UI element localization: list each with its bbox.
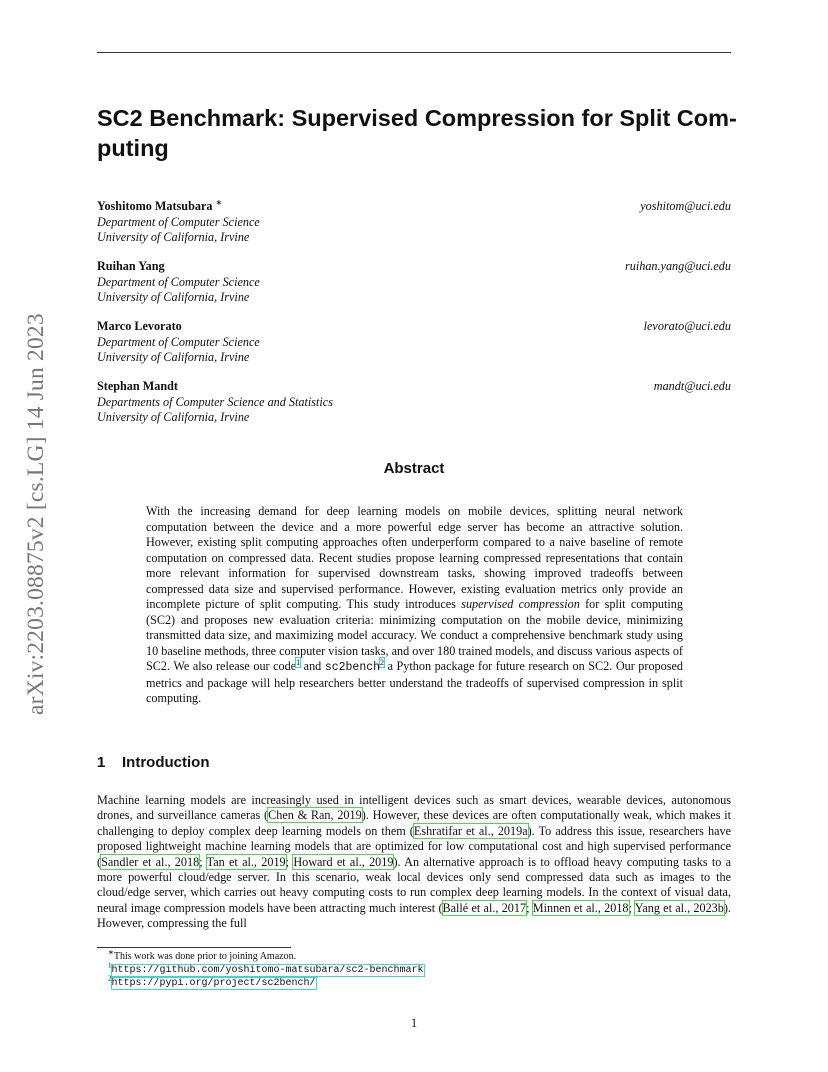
author-email[interactable]: yoshitom@uci.edu xyxy=(640,199,731,213)
abstract-text: for split computing (SC2) and proposes new evaluation criteria: minimizing computation on the mobile device, minimizing transmitted data size, and maximizing model accuracy. We conduct a comprehensive benchmark study using 10 baseline methods, three computer vision tasks, and over 180 trained models, and discuss various aspects of SC2. We also release our code xyxy=(146,597,683,673)
section-number: 1 xyxy=(97,754,106,771)
abstract-emphasis: supervised compression xyxy=(461,597,580,611)
citation-separator: ; xyxy=(628,900,635,915)
package-name: sc2bench xyxy=(324,661,381,674)
author-block xyxy=(97,199,731,246)
abstract-text: a Python package for future research on SC2. Our proposed metrics and package will help researchers better understand the tradeoffs of supervised compression in split computing. xyxy=(146,659,683,705)
author-department: Department of Computer Science xyxy=(97,214,260,229)
intro-text: ). To address this issue, researchers have proposed lightweight machine learning models that are optimized for low computational cost and high supervised performance ( xyxy=(97,823,731,869)
author-name: Yoshitomo Matsubara xyxy=(97,199,213,213)
author-university: University of California, Irvine xyxy=(97,230,250,244)
section-title: Introduction xyxy=(122,754,210,771)
citation-link[interactable]: Howard et al., 2019 xyxy=(293,854,394,869)
abstract-text: With the increasing demand for deep learning models on mobile devices, splitting neural network computation between the device and a more powerful edge server has become an attractive solution. However, existing split computing approaches often underperform compared to a naive baseline of remote computation on compressed data. Recent studies propose learning compressed representations that contain more relevant information for supervised downstream tasks, showing improved tradeoffs between compressed data size and supervised performance. However, existing evaluation metrics only provide an incomplete picture of split computing. This study introduces xyxy=(146,504,683,611)
citation-link[interactable]: Yang et al., 2023b xyxy=(634,900,724,915)
author-email[interactable]: levorato@uci.edu xyxy=(643,319,731,333)
author-name: Stephan Mandt xyxy=(97,379,178,393)
footnote-text: This work was done prior to joining Amazon. xyxy=(113,951,297,962)
author-department: Departments of Computer Science and Statistics xyxy=(97,394,333,409)
author-department: Department of Computer Science xyxy=(97,274,260,289)
citation-link[interactable]: Tan et al., 2019 xyxy=(206,854,286,869)
intro-paragraph xyxy=(97,793,731,932)
citation-link[interactable]: Ballé et al., 2017 xyxy=(442,900,527,915)
citation-link[interactable]: Chen & Ran, 2019 xyxy=(268,808,362,823)
footnote-mark: 1 xyxy=(108,961,112,970)
footnote-mark: 2 xyxy=(108,974,112,983)
footnote-mark: ∗ xyxy=(108,948,114,957)
author-email[interactable]: ruihan.yang@uci.edu xyxy=(625,259,731,273)
citation-separator: ; xyxy=(199,854,207,869)
footnote-rule xyxy=(97,947,291,948)
citation-separator: ; xyxy=(526,900,533,915)
intro-text: ). However, compressing the full xyxy=(97,900,731,931)
author-university: University of California, Irvine xyxy=(97,410,250,424)
footnote-link-1[interactable]: 1 xyxy=(296,657,301,667)
abstract-heading: Abstract xyxy=(383,460,445,477)
page-number: 1 xyxy=(410,1016,418,1030)
title-line-1: SC2 Benchmark: Supervised Compression for Split Com- xyxy=(97,105,737,131)
footnote-item xyxy=(108,961,728,978)
arxiv-identifier: arXiv:2203.08875v2 [cs.LG] 14 Jun 2023 xyxy=(23,313,49,715)
citation-separator: ; xyxy=(285,854,294,869)
author-university: University of California, Irvine xyxy=(97,290,250,304)
abstract-text: and xyxy=(300,659,325,673)
intro-text: Machine learning models are increasingly used in intelligent devices such as smart devices, wearable devices, autonomous drones, and surveillance cameras ( xyxy=(97,793,731,823)
citation-link[interactable]: Minnen et al., 2018 xyxy=(532,900,629,915)
author-block xyxy=(97,319,731,366)
intro-text: ). However, these devices are often computationally weak, which makes it challenging to deploy complex deep learning models on them ( xyxy=(97,808,731,838)
author-name: Marco Levorato xyxy=(97,319,182,333)
author-university: University of California, Irvine xyxy=(97,350,250,364)
author-name: Ruihan Yang xyxy=(97,259,165,273)
intro-text: ). An alternative approach is to offload heavy computing tasks to a more powerful cloud/edge server. In this scenario, weak local devices only send compressed data such as images to the cloud/edge server, which carries out heavy computing costs to run complex deep learning models. In the context of visual data, neural image compression models have been attracting much interest ( xyxy=(97,854,732,915)
paper-title xyxy=(97,103,737,163)
footnotes xyxy=(108,948,728,991)
footnote-link-2[interactable]: 2 xyxy=(380,657,385,667)
citation-link[interactable]: Sandler et al., 2018 xyxy=(101,854,200,869)
author-department: Department of Computer Science xyxy=(97,334,260,349)
abstract-body xyxy=(146,504,683,707)
author-block xyxy=(97,259,731,306)
author-email[interactable]: mandt@uci.edu xyxy=(653,379,731,393)
footnote-url-link[interactable]: https://github.com/yoshitomo-matsubara/sc2-benchmark xyxy=(111,964,424,976)
section-heading xyxy=(97,754,209,771)
header-rule xyxy=(97,52,731,53)
footnote-item xyxy=(108,974,728,991)
citation-link[interactable]: Eshratifar et al., 2019a xyxy=(413,823,528,838)
footnote-url-link[interactable]: https://pypi.org/project/sc2bench/ xyxy=(111,978,316,989)
title-line-2: puting xyxy=(97,135,169,161)
author-footnote-mark: ∗ xyxy=(215,197,223,207)
footnote-item xyxy=(108,948,728,964)
author-block xyxy=(97,379,731,426)
